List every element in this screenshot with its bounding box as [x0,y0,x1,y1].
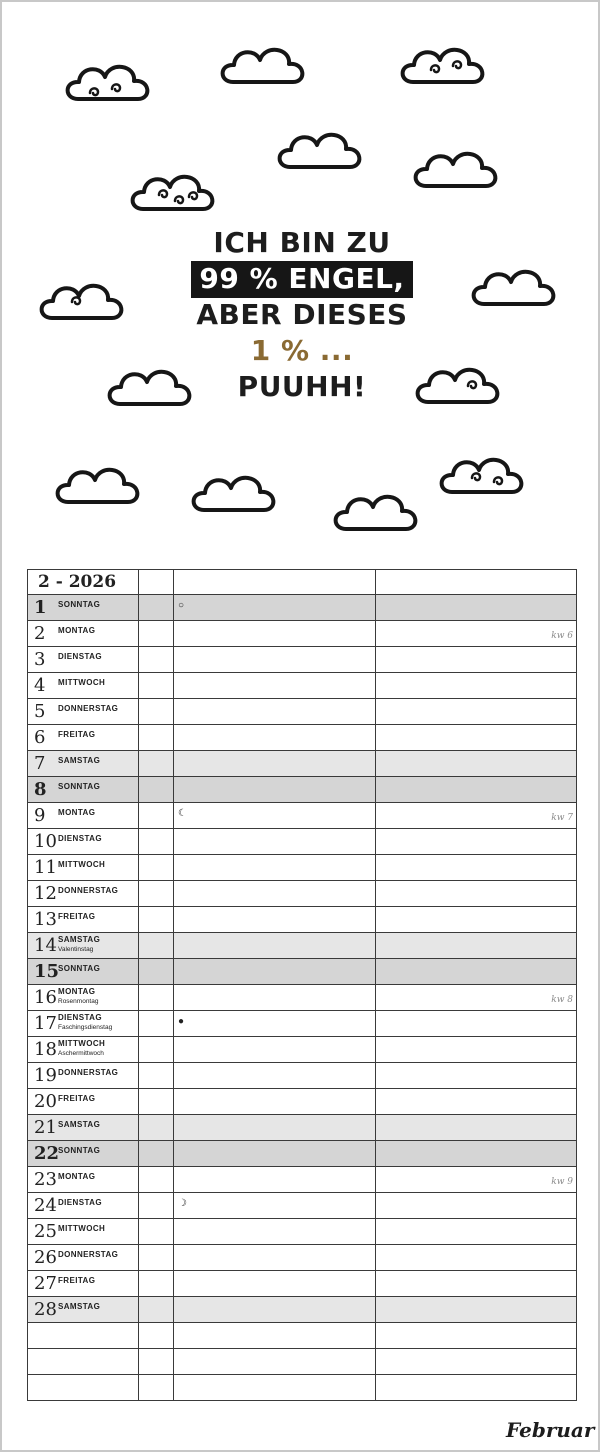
day-number: 4 [34,675,46,696]
day-row [28,1245,577,1271]
weekday-name: SAMSTAG [58,1120,101,1129]
entry-cell[interactable] [174,1245,375,1271]
entry-cell[interactable] [138,855,173,881]
day-label-cell [28,803,139,829]
entry-cell[interactable] [375,751,577,777]
entry-cell[interactable] [174,1167,375,1193]
entry-cell[interactable] [375,985,577,1011]
moon-phase-icon: ● [178,1016,185,1027]
weekday-name: SAMSTAG [58,1302,101,1311]
day-label-cell [28,1089,139,1115]
entry-cell[interactable] [375,699,577,725]
entry-cell[interactable] [375,595,577,621]
day-row [28,933,577,959]
day-number: 16 [34,987,57,1008]
weekday-name: DIENSTAG [58,1198,102,1207]
moon-phase-icon: ○ [178,600,185,611]
day-number: 26 [34,1247,57,1268]
day-label-cell [28,725,139,751]
entry-cell[interactable] [138,1271,173,1297]
quote-line-1: ICH BIN ZU [213,226,391,259]
header-cell [375,570,577,595]
day-label-cell [28,1037,139,1063]
entry-cell[interactable] [138,803,173,829]
day-number: 3 [34,649,46,670]
day-number: 8 [34,779,47,800]
day-number: 9 [34,805,46,826]
entry-cell[interactable] [138,907,173,933]
entry-cell[interactable] [174,673,375,699]
weekday-name: MONTAG [58,987,96,996]
entry-cell[interactable] [375,1193,577,1219]
entry-cell[interactable] [174,933,375,959]
entry-cell[interactable] [138,933,173,959]
weekday-name: DONNERSTAG [58,1250,119,1259]
cloud-icon [133,177,213,209]
day-label-cell [28,647,139,673]
day-number: 5 [34,701,46,722]
entry-cell[interactable] [138,1063,173,1089]
entry-cell[interactable] [174,881,375,907]
day-label-cell [28,1063,139,1089]
weekday-name: DIENSTAG [58,1013,102,1022]
day-number: 19 [34,1065,57,1086]
entry-cell[interactable] [174,1115,375,1141]
entry-cell[interactable] [138,595,173,621]
entry-cell[interactable] [375,959,577,985]
day-number: 20 [34,1091,57,1112]
day-number: 12 [34,883,57,904]
entry-cell[interactable] [375,673,577,699]
day-row [28,829,577,855]
entry-cell[interactable] [138,1115,173,1141]
day-row [28,699,577,725]
calendar-week-label: kw 9 [551,1177,573,1187]
entry-cell[interactable] [375,907,577,933]
entry-cell[interactable] [174,985,375,1011]
entry-cell[interactable] [138,1297,173,1323]
day-label-cell [28,1193,139,1219]
entry-cell[interactable] [375,1089,577,1115]
day-label-cell [28,1271,139,1297]
day-number: 14 [34,935,57,956]
entry-cell[interactable] [138,1219,173,1245]
entry-cell[interactable] [138,1193,173,1219]
day-row [28,1271,577,1297]
day-row [28,1219,577,1245]
entry-cell[interactable] [375,881,577,907]
calendar-week-label: kw 8 [551,995,573,1005]
cloud-icon [336,497,416,529]
entry-cell[interactable] [174,907,375,933]
cloud-icon [474,272,554,304]
day-label-cell [28,1245,139,1271]
entry-cell[interactable] [174,725,375,751]
entry-cell[interactable] [174,855,375,881]
entry-cell[interactable] [375,1297,577,1323]
cloud-icon [42,286,122,318]
calendar-header-row [28,570,577,595]
quote-line-2 [152,264,452,300]
entry-cell[interactable] [138,751,173,777]
day-row [28,1063,577,1089]
day-number: 2 [34,623,46,644]
day-label-cell [28,595,139,621]
holiday-name: Rosenmontag [58,998,99,1005]
entry-cell[interactable] [375,1115,577,1141]
moon-phase-icon: ☽ [178,1198,187,1209]
entry-cell[interactable] [375,933,577,959]
day-number: 13 [34,909,57,930]
weekday-name: MITTWOCH [58,1224,106,1233]
day-row [28,647,577,673]
day-row [28,1141,577,1167]
entry-cell[interactable] [174,829,375,855]
day-label-cell [28,621,139,647]
entry-cell[interactable] [375,1349,577,1375]
entry-cell[interactable] [174,1219,375,1245]
quote-line-5: PUUHH! [237,370,367,403]
weekday-name: MONTAG [58,626,96,635]
entry-cell[interactable] [375,1063,577,1089]
entry-cell[interactable] [138,725,173,751]
entry-cell[interactable] [174,777,375,803]
day-row [28,1011,577,1037]
cloud-icon [416,154,496,186]
day-number: 24 [34,1195,57,1216]
entry-cell[interactable] [375,777,577,803]
weekday-name: DONNERSTAG [58,886,119,895]
day-number: 10 [34,831,57,852]
day-row [28,621,577,647]
day-row [28,803,577,829]
entry-cell[interactable] [174,1193,375,1219]
day-label-cell [28,1141,139,1167]
weekday-name: SAMSTAG [58,756,101,765]
cloud-icon [442,460,522,492]
calendar-week-label: kw 7 [551,813,573,823]
day-number: 15 [34,961,60,982]
header-cell [138,570,173,595]
day-label-cell [28,1011,139,1037]
entry-cell[interactable] [375,829,577,855]
entry-cell[interactable] [375,1375,577,1401]
day-label-cell [28,1167,139,1193]
day-label-cell [28,1115,139,1141]
empty-row [28,1323,577,1349]
weekday-name: MITTWOCH [58,1039,106,1048]
weekday-name: SAMSTAG [58,935,101,944]
day-number: 7 [34,753,46,774]
weekday-name: SONNTAG [58,600,101,609]
calendar-week-label: kw 6 [551,631,573,641]
header-cell [174,570,375,595]
day-number: 6 [34,727,46,748]
weekday-name: FREITAG [58,912,96,921]
weekday-name: FREITAG [58,1276,96,1285]
entry-cell[interactable] [138,1011,173,1037]
day-row [28,1115,577,1141]
entry-cell[interactable] [138,777,173,803]
day-number: 21 [34,1117,57,1138]
day-label-cell [28,1219,139,1245]
entry-cell[interactable] [138,699,173,725]
entry-cell[interactable] [28,1323,139,1349]
entry-cell[interactable] [138,1141,173,1167]
moon-phase-icon: ☾ [178,808,187,819]
weekday-name: DIENSTAG [58,652,102,661]
day-number: 18 [34,1039,57,1060]
entry-cell[interactable] [138,621,173,647]
weekday-name: SONNTAG [58,964,101,973]
entry-cell[interactable] [28,1349,139,1375]
day-label-cell [28,751,139,777]
weekday-name: FREITAG [58,730,96,739]
holiday-name: Valentinstag [58,946,94,953]
weekday-name: DIENSTAG [58,834,102,843]
day-row [28,959,577,985]
cloud-icon [194,478,274,510]
entry-cell[interactable] [138,673,173,699]
day-row [28,855,577,881]
entry-cell[interactable] [375,803,577,829]
empty-row [28,1375,577,1401]
weekday-name: DONNERSTAG [58,704,119,713]
day-row [28,595,577,621]
day-row [28,1167,577,1193]
entry-cell[interactable] [174,1375,375,1401]
entry-cell[interactable] [174,959,375,985]
weekday-name: SONNTAG [58,1146,101,1155]
entry-cell[interactable] [138,1349,173,1375]
entry-cell[interactable] [138,647,173,673]
day-row [28,673,577,699]
weekday-name: MITTWOCH [58,860,106,869]
entry-cell[interactable] [138,881,173,907]
entry-cell[interactable] [138,1037,173,1063]
cloud-icon [280,135,360,167]
cloud-icon [58,470,138,502]
day-label-cell [28,907,139,933]
entry-cell[interactable] [174,1297,375,1323]
day-number: 22 [34,1143,60,1164]
entry-cell[interactable] [375,621,577,647]
entry-cell[interactable] [174,647,375,673]
entry-cell[interactable] [174,1349,375,1375]
entry-cell[interactable] [174,1323,375,1349]
day-number: 27 [34,1273,57,1294]
entry-cell[interactable] [138,829,173,855]
month-label: Februar [506,1418,595,1442]
day-number: 25 [34,1221,57,1242]
holiday-name: Faschingsdienstag [58,1024,113,1031]
entry-cell[interactable] [138,985,173,1011]
day-label-cell [28,959,139,985]
entry-cell[interactable] [375,855,577,881]
day-label-cell [28,985,139,1011]
entry-cell[interactable] [174,595,375,621]
day-row [28,985,577,1011]
entry-cell[interactable] [375,1141,577,1167]
day-label-cell [28,881,139,907]
entry-cell[interactable] [138,1167,173,1193]
day-number: 28 [34,1299,57,1320]
day-row [28,777,577,803]
weekday-name: SONNTAG [58,782,101,791]
entry-cell[interactable] [28,1375,139,1401]
empty-row [28,1349,577,1375]
day-number: 17 [34,1013,57,1034]
weekday-name: MITTWOCH [58,678,106,687]
calendar-grid [27,569,577,1401]
entry-cell[interactable] [138,1245,173,1271]
weekday-name: DONNERSTAG [58,1068,119,1077]
entry-cell[interactable] [174,1063,375,1089]
entry-cell[interactable] [138,959,173,985]
day-row [28,1037,577,1063]
quote-line-4: 1 % ... [250,334,354,367]
entry-cell[interactable] [375,1219,577,1245]
day-row [28,725,577,751]
quote-text [152,228,452,408]
entry-cell[interactable] [375,1037,577,1063]
weekday-name: MONTAG [58,1172,96,1181]
day-number: 1 [34,597,47,618]
day-number: 11 [34,857,57,878]
cloud-icon [403,50,483,82]
day-row [28,907,577,933]
day-label-cell [28,829,139,855]
day-label-cell [28,699,139,725]
day-row [28,751,577,777]
entry-cell[interactable] [174,1271,375,1297]
entry-cell[interactable] [375,1323,577,1349]
entry-cell[interactable] [138,1089,173,1115]
entry-cell[interactable] [375,725,577,751]
day-row [28,1297,577,1323]
day-row [28,881,577,907]
day-label-cell [28,777,139,803]
day-number: 23 [34,1169,57,1190]
cloud-icon [223,50,303,82]
entry-cell[interactable] [174,699,375,725]
entry-cell[interactable] [174,1089,375,1115]
day-label-cell [28,933,139,959]
day-row [28,1089,577,1115]
entry-cell[interactable] [375,647,577,673]
quote-highlight: 99 % ENGEL, [191,261,412,298]
entry-cell[interactable] [174,1011,375,1037]
entry-cell[interactable] [174,751,375,777]
quote-line-3: ABER DIESES [196,298,408,331]
day-label-cell [28,673,139,699]
weekday-name: MONTAG [58,808,96,817]
entry-cell[interactable] [138,1323,173,1349]
cloud-icon [68,67,148,99]
entry-cell[interactable] [375,1271,577,1297]
entry-cell[interactable] [174,621,375,647]
holiday-name: Aschermittwoch [58,1050,104,1057]
entry-cell[interactable] [174,803,375,829]
entry-cell[interactable] [174,1037,375,1063]
entry-cell[interactable] [375,1245,577,1271]
day-label-cell [28,1297,139,1323]
entry-cell[interactable] [375,1167,577,1193]
weekday-name: FREITAG [58,1094,96,1103]
month-year-title: 2 - 2026 [28,570,139,595]
entry-cell[interactable] [138,1375,173,1401]
entry-cell[interactable] [375,1011,577,1037]
entry-cell[interactable] [174,1141,375,1167]
day-label-cell [28,855,139,881]
day-row [28,1193,577,1219]
